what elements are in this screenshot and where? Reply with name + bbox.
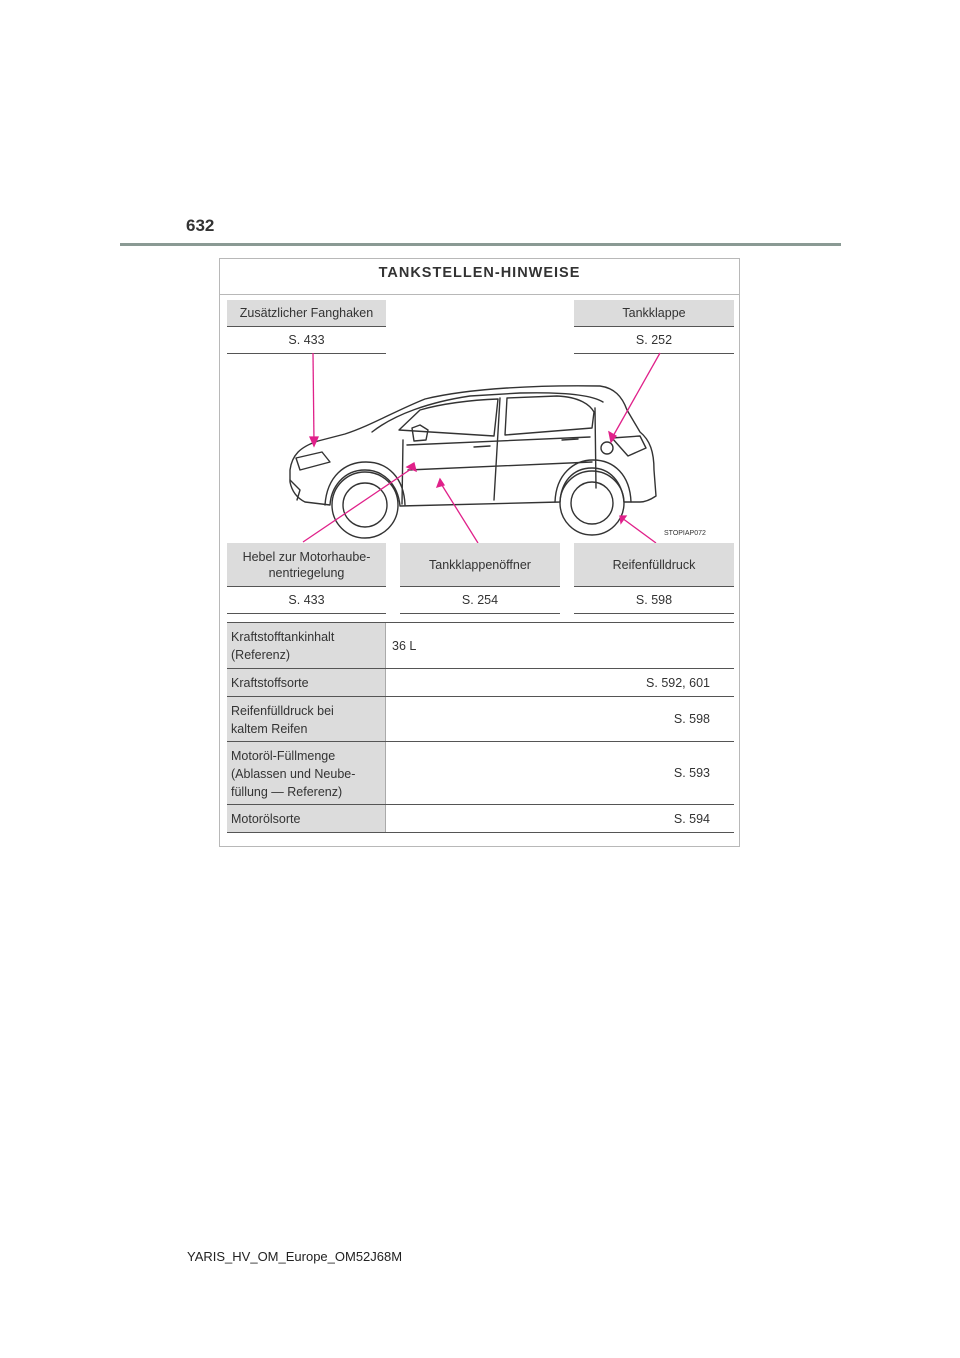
- ref-tankklappe: S. 252: [574, 327, 734, 354]
- spec-value: S. 592, 601: [385, 669, 734, 696]
- label-tankklappe: Tankklappe: [574, 300, 734, 327]
- spec-table: [227, 622, 734, 833]
- spec-row: [227, 623, 734, 669]
- label-oeffner: Tankklappenöffner: [400, 543, 560, 587]
- footer-doc-id: YARIS_HV_OM_Europe_OM52J68M: [187, 1249, 403, 1264]
- ref-fanghaken: S. 433: [227, 327, 386, 354]
- ref-reifen: S. 598: [574, 587, 734, 614]
- spec-row: [227, 697, 734, 742]
- spec-value: S. 593: [385, 742, 734, 804]
- spec-label: Kraftstofftankinhalt (Referenz): [227, 623, 385, 668]
- image-code: STOPIAP072: [664, 530, 706, 537]
- ref-oeffner: S. 254: [400, 587, 560, 614]
- spec-value: S. 598: [385, 697, 734, 741]
- label-hebel: Hebel zur Motorhaube- nentriegelung: [227, 543, 386, 587]
- label-fanghaken: Zusätzlicher Fanghaken: [227, 300, 386, 327]
- spec-label: Motoröl-Füllmenge (Ablassen und Neube- füllung — Referenz): [227, 742, 385, 804]
- spec-value: 36 L: [385, 623, 734, 668]
- spec-row: [227, 669, 734, 697]
- ref-hebel: S. 433: [227, 587, 386, 614]
- page-number: 632: [186, 216, 215, 235]
- spec-row: [227, 805, 734, 833]
- label-reifen: Reifenfülldruck: [574, 543, 734, 587]
- spec-label: Kraftstoffsorte: [227, 669, 385, 696]
- spec-row: [227, 742, 734, 805]
- spec-value: S. 594: [385, 805, 734, 832]
- spec-label: Reifenfülldruck bei kaltem Reifen: [227, 697, 385, 741]
- box-title: TANKSTELLEN-HINWEISE: [220, 259, 739, 295]
- spec-label: Motorölsorte: [227, 805, 385, 832]
